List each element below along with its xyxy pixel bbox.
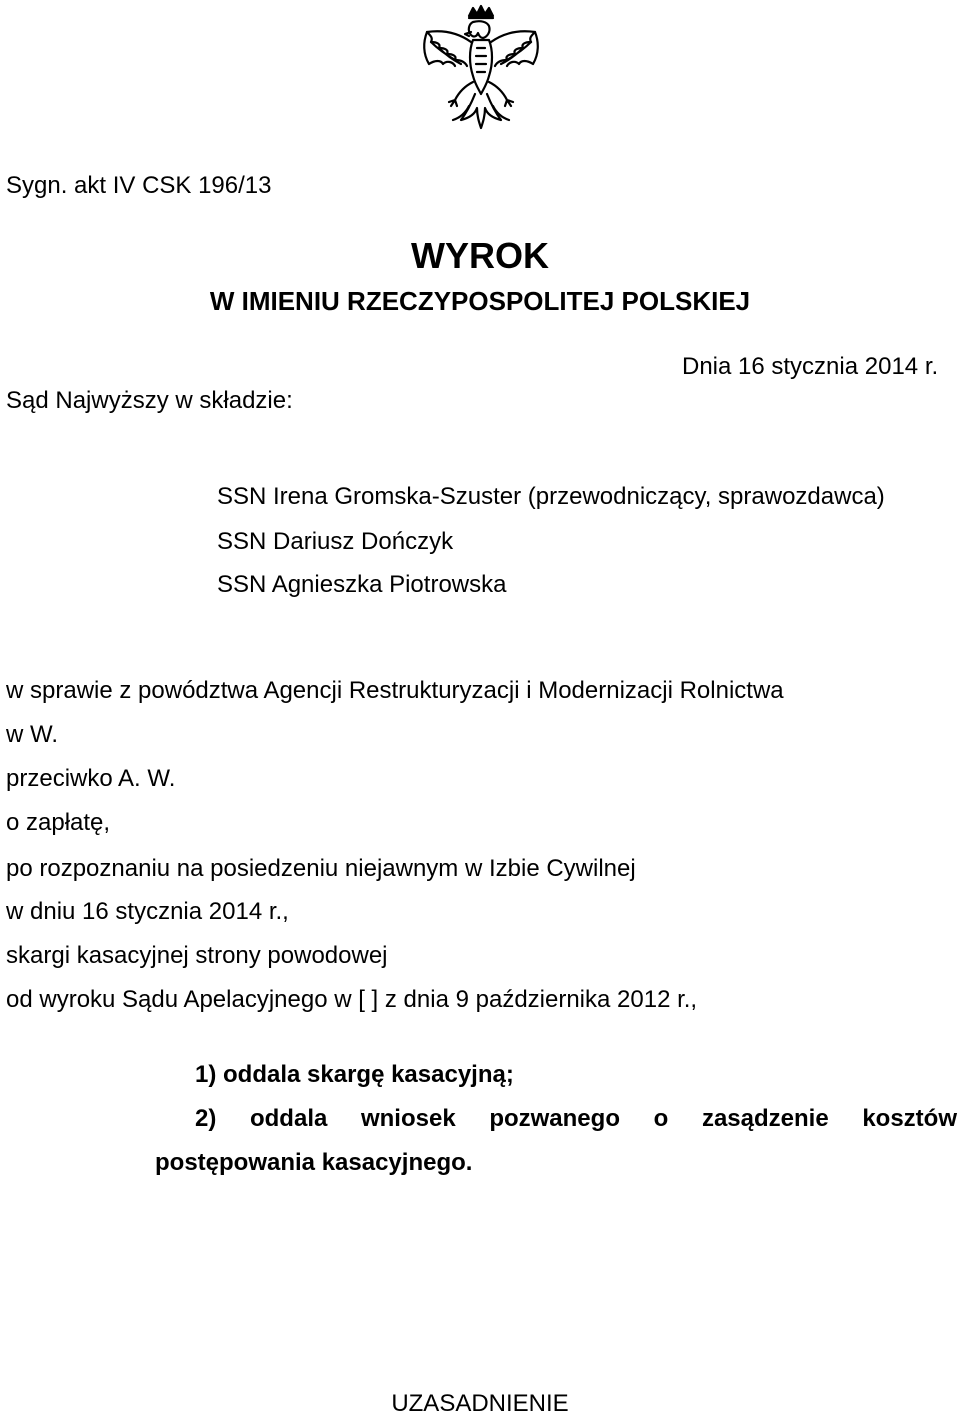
case-line-defendant: przeciwko A. W. <box>6 765 176 792</box>
ruling-item-1: 1) oddala skargę kasacyjną; <box>195 1061 514 1088</box>
polish-eagle-emblem-icon <box>411 2 551 134</box>
judgment-date: Dnia 16 stycznia 2014 r. <box>682 353 939 380</box>
ruling-item-2-word: pozwanego <box>489 1105 620 1132</box>
judge-1: SSN Irena Gromska-Szuster (przewodniczący, sprawozdawca) <box>217 483 885 510</box>
case-line-appeal: od wyroku Sądu Apelacyjnego w [ ] z dnia 9 października 2012 r., <box>6 986 698 1013</box>
ruling-item-2-word: zasądzenie <box>701 1105 829 1132</box>
ruling-item-2-continuation: postępowania kasacyjnego. <box>155 1149 473 1176</box>
document-title: WYROK <box>411 235 549 276</box>
judge-3: SSN Agnieszka Piotrowska <box>217 571 507 598</box>
document-subtitle: W IMIENIU RZECZYPOSPOLITEJ POLSKIEJ <box>209 286 751 316</box>
ruling-item-2-word: o <box>653 1105 669 1132</box>
justification-heading: UZASADNIENIE <box>391 1390 569 1417</box>
ruling-item-2 <box>195 1107 957 1131</box>
judge-2: SSN Dariusz Dończyk <box>217 528 454 555</box>
ruling-item-2-word: kosztów <box>862 1105 957 1132</box>
case-line-complaint: skargi kasacyjnej strony powodowej <box>6 942 388 969</box>
ruling-item-2-word: wniosek <box>360 1105 456 1132</box>
case-line-date: w dniu 16 stycznia 2014 r., <box>6 898 289 925</box>
case-signature: Sygn. akt IV CSK 196/13 <box>6 172 272 199</box>
case-line-plaintiff-seat: w W. <box>6 721 58 748</box>
case-line-plaintiff: w sprawie z powództwa Agencji Restrukturyzacji i Modernizacji Rolnictwa <box>6 677 784 704</box>
case-line-subject: o zapłatę, <box>6 809 111 836</box>
case-line-session: po rozpoznaniu na posiedzeniu niejawnym w Izbie Cywilnej <box>6 855 636 882</box>
ruling-item-2-word: oddala <box>249 1105 328 1132</box>
court-composition-label: Sąd Najwyższy w składzie: <box>6 387 293 414</box>
ruling-item-2-word: 2) <box>195 1105 217 1132</box>
